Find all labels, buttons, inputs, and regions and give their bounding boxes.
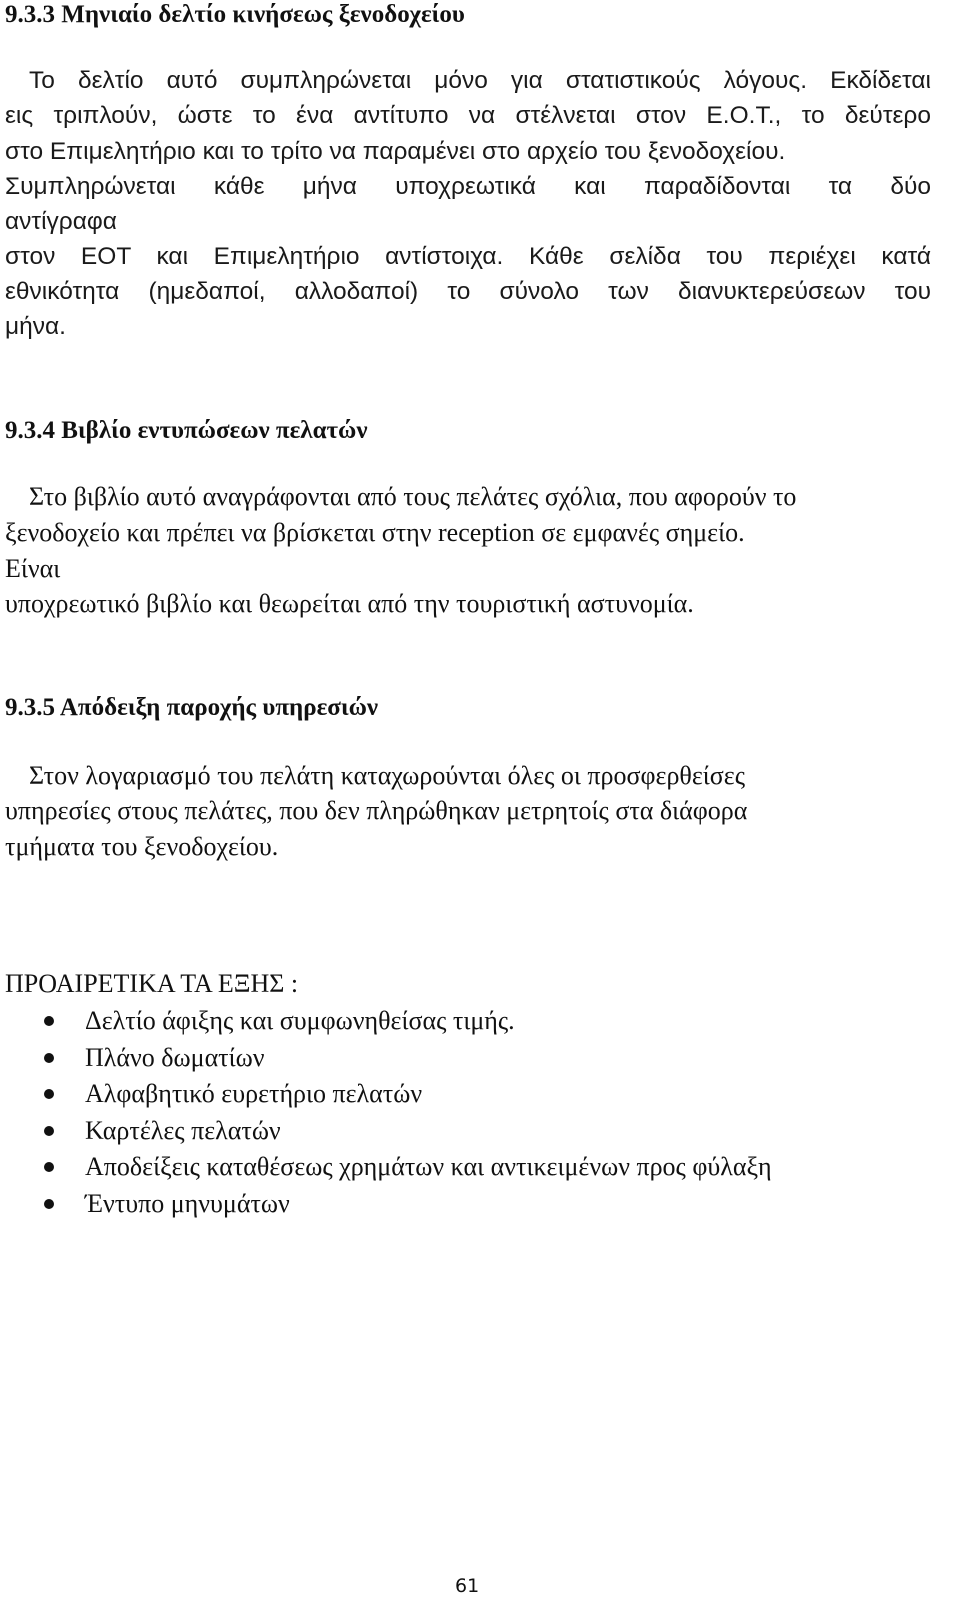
paragraph-line: Είναι — [5, 554, 61, 583]
paragraph-line: υπηρεσίες στους πελάτες, που δεν πληρώθηκαν μετρητοίς στα διάφορα — [5, 796, 748, 825]
paragraph-line: Στον λογαριασμό του πελάτη καταχωρούνται όλες οι προσφερθείσες — [29, 761, 746, 790]
paragraph-line: Στο βιβλίο αυτό αναγράφονται από τους πελάτες σχόλια, που αφορούν το — [29, 482, 797, 511]
paragraph-line: Το δελτίο αυτό συμπληρώνεται μόνο για στατιστικούς λόγους. Εκδίδεται — [29, 67, 931, 94]
list-item-text: Αλφαβητικό ευρετήριο πελατών — [85, 1079, 423, 1108]
list-item-text: Πλάνο δωματίων — [85, 1043, 265, 1072]
bullet-icon — [44, 1162, 54, 1172]
optional-heading: ΠΡΟΑΙΡΕΤΙΚΑ ΤΑ ΕΞΗΣ : — [5, 969, 299, 998]
paragraph-line: αντίγραφα — [5, 208, 117, 235]
paragraph-line: μήνα. — [5, 313, 66, 340]
list-item-text: Καρτέλες πελατών — [85, 1116, 281, 1145]
paragraph-line: στον ΕΟΤ και Επιμελητήριο αντίστοιχα. Κάθε σελίδα του περιέχει κατά — [5, 243, 931, 270]
bullet-icon — [44, 1016, 54, 1026]
paragraph-line: εις τριπλούν, ώστε το ένα αντίτυπο να στέλνεται στον Ε.Ο.Τ., το δεύτερο — [5, 102, 931, 129]
paragraph-line: στο Επιμελητήριο και το τρίτο να παραμένει στο αρχείο του ξενοδοχείου. — [5, 138, 786, 165]
bullet-icon — [44, 1126, 54, 1136]
list-item-text: Έντυπο μηνυμάτων — [85, 1189, 290, 1218]
bullet-icon — [44, 1053, 54, 1063]
paragraph-line: τμήματα του ξενοδοχείου. — [5, 832, 279, 861]
paragraph-line: εθνικότητα (ημεδαποί, αλλοδαποί) το σύνολο των διανυκτερεύσεων του — [5, 278, 931, 305]
list-item-text: Αποδείξεις καταθέσεως χρημάτων και αντικειμένων προς φύλαξη — [85, 1152, 772, 1181]
page-number: 61 — [455, 1575, 480, 1597]
paragraph-line: Συμπληρώνεται κάθε μήνα υποχρεωτικά και παραδίδονται τα δύο — [5, 173, 931, 200]
paragraph-line: ξενοδοχείο και πρέπει να βρίσκεται στην reception σε εμφανές σημείο. — [5, 518, 745, 547]
section-heading-9-3-5: 9.3.5 Απόδειξη παροχής υπηρεσιών — [5, 694, 379, 721]
section-heading-9-3-3: 9.3.3 Μηνιαίο δελτίο κινήσεως ξενοδοχείου — [5, 1, 465, 28]
bullet-icon — [44, 1199, 54, 1209]
paragraph-line: υποχρεωτικό βιβλίο και θεωρείται από την τουριστική αστυνομία. — [5, 589, 694, 618]
list-item-text: Δελτίο άφιξης και συμφωνηθείσας τιμής. — [85, 1006, 515, 1035]
section-heading-9-3-4: 9.3.4 Βιβλίο εντυπώσεων πελατών — [5, 417, 368, 444]
bullet-icon — [44, 1089, 54, 1099]
